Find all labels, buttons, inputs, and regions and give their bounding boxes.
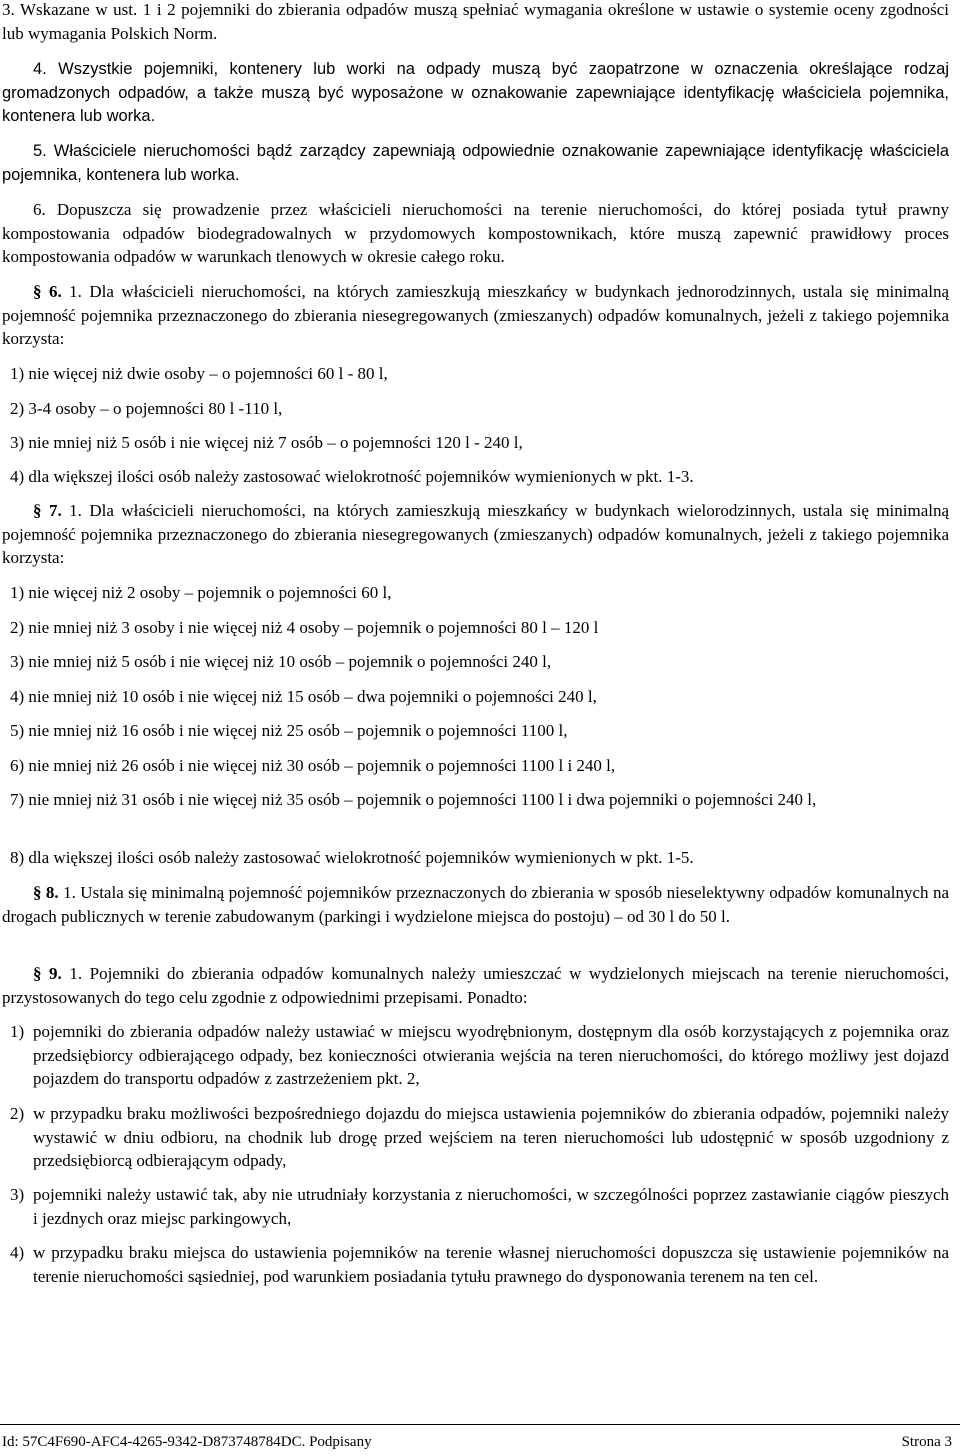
section-8-text: 1. Ustala się minimalną pojemność pojemników przeznaczonych do zbierania w sposób nieselektywny odpadów komunalnych na drogach publicznych w terenie zabudowanym (parkingi i wydzielone miejsca do postoju) – od 30 l do 50 l. [2,883,950,926]
section-9-item-text: w przypadku braku możliwości bezpośredniego dojazdu do miejsca ustawienia pojemników do zbierania odpadów, pojemniki należy wystawić w dniu odbioru, na chodnik lub drogę przed wejściem na teren nieruchomości lub udostępnić w sposób uzgodniony z przedsiębiorcą odbierającym odpady, [33,1104,949,1170]
footer-divider [0,1424,960,1425]
section-9-item-number: 3) [10,1185,25,1204]
footer-document-id: Id: 57C4F690-AFC4-4265-9342-D873748784DC. Podpisany [2,1434,372,1450]
section-9-item [10,1102,949,1173]
section-9 [2,962,949,1009]
section-7-item: 6) nie mniej niż 26 osób i nie więcej niż 30 osób – pojemnik o pojemności 1100 l i 240 l, [10,756,616,775]
section-7 [2,499,949,570]
section-9-item-number: 2) [10,1104,25,1123]
section-9-item-text: w przypadku braku miejsca do ustawienia pojemników na terenie własnej nieruchomości dopuszcza się ustawienie pojemników na terenie nieruchomości sąsiedniej, pod warunkiem posiadania tytułu prawnego do dysponowania terenem na ten cel. [33,1243,949,1286]
section-6-text: 1. Dla właścicieli nieruchomości, na których zamieszkują mieszkańcy w budynkach jednorodzinnych, ustala się minimalną pojemność pojemnika przeznaczonego do zbierania niesegregowanych (zmieszanych) odpadów komunalnych, jeżeli z takiego pojemnika korzysta: [2,282,950,348]
paragraph-6: 6. Dopuszcza się prowadzenie przez właścicieli nieruchomości na terenie nieruchomości, do której posiada tytuł prawny kompostowania odpadów biodegradowalnych w przydomowych kompostownikach, które muszą zapewnić prawidłowy proces kompostowania odpadów w warunkach tlenowych w okresie całego roku. [2,200,949,266]
section-6-item: 3) nie mniej niż 5 osób i nie więcej niż 7 osób – o pojemności 120 l - 240 l, [10,433,523,452]
section-7-item: 8) dla większej ilości osób należy zastosować wielokrotność pojemników wymienionych w pkt. 1-5. [10,848,694,867]
section-9-item [10,1183,949,1230]
section-7-item: 1) nie więcej niż 2 osoby – pojemnik o pojemności 60 l, [10,583,392,602]
paragraph-5: 5. Właściciele nieruchomości bądź zarządcy zapewniają odpowiednie oznakowanie zapewniające identyfikację właściciela pojemnika, kontenera lub worka. [2,142,949,184]
section-7-item: 4) nie mniej niż 10 osób i nie więcej niż 15 osób – dwa pojemniki o pojemności 240 l, [10,687,597,706]
section-8 [2,881,949,928]
section-6-item: 2) 3-4 osoby – o pojemności 80 l -110 l, [10,399,283,418]
paragraph-3: 3. Wskazane w ust. 1 i 2 pojemniki do zbierania odpadów muszą spełniać wymagania określone w ustawie o systemie oceny zgodności lub wymagania Polskich Norm. [2,0,949,43]
section-6-item: 1) nie więcej niż dwie osoby – o pojemności 60 l - 80 l, [10,364,388,383]
section-6 [2,280,949,351]
section-9-text: 1. Pojemniki do zbierania odpadów komunalnych należy umieszczać w wydzielonych miejscach na terenie nieruchomości, przystosowanych do tego celu zgodnie z odpowiednimi przepisami. Ponadto: [2,964,950,1007]
section-9-item [10,1020,949,1091]
section-9-number: § 9. [33,964,62,983]
section-7-item: 5) nie mniej niż 16 osób i nie więcej niż 25 osób – pojemnik o pojemności 1100 l, [10,721,568,740]
section-9-item-number: 1) [10,1022,25,1041]
section-8-number: § 8. [33,883,59,902]
section-9-item [10,1241,949,1288]
section-9-item-text: pojemniki do zbierania odpadów należy ustawiać w miejscu wyodrębnionym, dostępnym dla osób korzystających z pojemnika oraz przedsiębiorcy odbierającego odpady, bez konieczności otwierania wejścia na teren nieruchomości, do którego możliwy jest dojazd pojazdem do transportu odpadów z zastrzeżeniem pkt. 2, [33,1022,949,1088]
section-7-number: § 7. [33,501,62,520]
section-6-item: 4) dla większej ilości osób należy zastosować wielokrotność pojemników wymienionych w pkt. 1-3. [10,467,694,486]
section-9-item-number: 4) [10,1243,25,1262]
section-7-item: 3) nie mniej niż 5 osób i nie więcej niż 10 osób – pojemnik o pojemności 240 l, [10,652,552,671]
section-7-item: 7) nie mniej niż 31 osób i nie więcej niż 35 osób – pojemnik o pojemności 1100 l i dwa pojemniki o pojemności 240 l, [10,790,817,809]
footer-page-number: Strona 3 [901,1434,952,1450]
section-6-number: § 6. [33,282,62,301]
section-7-item: 2) nie mniej niż 3 osoby i nie więcej niż 4 osoby – pojemnik o pojemności 80 l – 120 l [10,618,599,637]
section-7-text: 1. Dla właścicieli nieruchomości, na których zamieszkują mieszkańcy w budynkach wielorodzinnych, ustala się minimalną pojemność pojemnika przeznaczonego do zbierania niesegregowanych (zmieszanych) odpadów komunalnych, jeżeli z takiego pojemnika korzysta: [2,501,950,567]
section-9-item-text: pojemniki należy ustawić tak, aby nie utrudniały korzystania z nieruchomości, w szczególności poprzez zastawianie ciągów pieszych i jezdnych oraz miejsc parkingowych, [33,1185,949,1228]
paragraph-4: 4. Wszystkie pojemniki, kontenery lub worki na odpady muszą być zaopatrzone w oznaczenia określające rodzaj gromadzonych odpadów, a także muszą być wyposażone w oznakowanie zapewniające identyfikację właściciela pojemnika, kontenera lub worka. [2,60,949,125]
